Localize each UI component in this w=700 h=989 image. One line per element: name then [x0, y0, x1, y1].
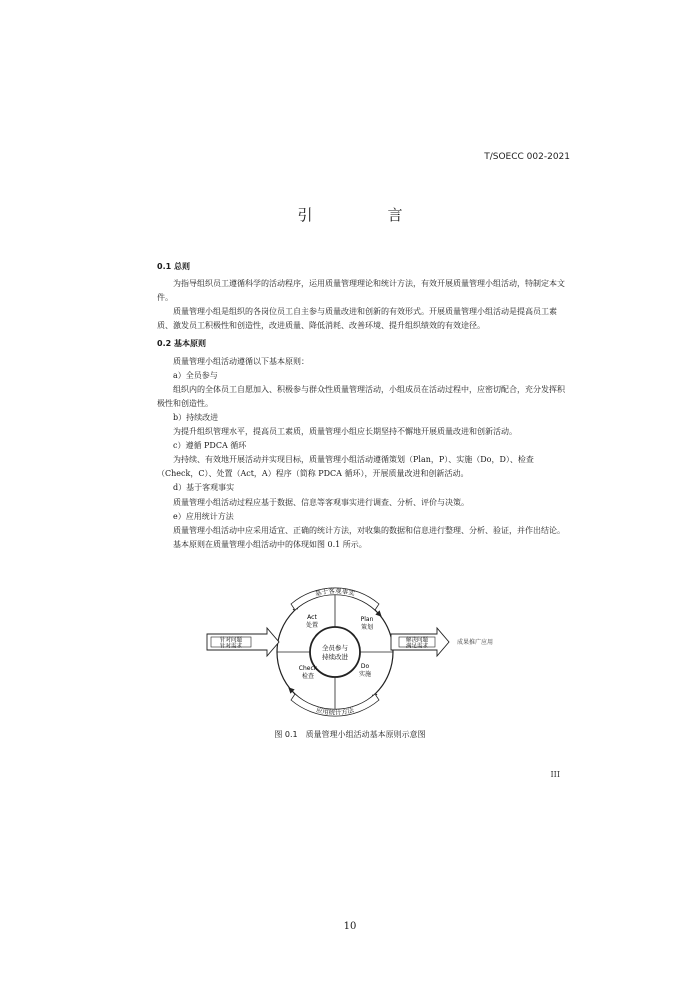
center-circle — [310, 627, 360, 677]
pdca-figure — [195, 578, 525, 726]
section-heading-principles: 0.2 基本原则 — [157, 339, 206, 349]
paragraph: 为指导组织员工遵循科学的活动程序，运用质量管理理论和统计方法，有效开展质量管理小组活动，特制定本文件。 — [157, 279, 565, 303]
top-arc-label: 基于客观事实 — [314, 586, 356, 598]
pdca-diagram — [195, 578, 525, 726]
paragraph: 基本原则在质量管理小组活动中的体现如图 0.1 所示。 — [173, 539, 367, 549]
section-heading-general: 0.1 总则 — [157, 262, 190, 271]
paragraph: 质量管理小组活动遵循以下基本原则： — [173, 356, 309, 366]
output-label-2: 满足需求 — [405, 643, 429, 650]
figure-caption: 图 0.1 质量管理小组活动基本原则示意图 — [274, 730, 426, 739]
list-item-title: e）应用统计方法 — [173, 511, 234, 521]
bottom-arc-label: 应用统计方法 — [315, 705, 355, 717]
do-label-en: Do — [360, 663, 370, 670]
center-label-2: 持续改进 — [322, 653, 348, 661]
list-item-title: c）遵循 PDCA 循环 — [173, 441, 247, 451]
page-number: 10 — [343, 921, 357, 932]
cycle-arrow-icon — [375, 610, 381, 616]
paragraph: 为持续、有效地开展活动并实现目标，质量管理小组活动遵循策划（Plan，P）、实施（Do，D）、检查（Check，C）、处置（Act，A）程序（简称 PDCA 循环），开展质量改进和创新活动。 — [157, 455, 534, 479]
list-item-title: b）持续改进 — [173, 412, 219, 422]
paragraph: 为提升组织管理水平，提高员工素质，质量管理小组应长期坚持不懈地开展质量改进和创新活动。 — [173, 427, 517, 437]
body-content — [157, 256, 569, 552]
center-label-1: 全员参与 — [322, 644, 348, 652]
paragraph: 质量管理小组活动中应采用适宜、正确的统计方法，对收集的数据和信息进行整理、分析、验证，并作出结论。 — [173, 525, 565, 535]
input-label-1: 针对问题 — [219, 637, 243, 644]
plan-label-cn: 策划 — [360, 624, 374, 631]
do-label-cn: 实施 — [358, 671, 372, 678]
act-label-en: Act — [307, 614, 317, 621]
act-label-cn: 处置 — [305, 622, 319, 629]
list-item-title: a）全员参与 — [173, 370, 218, 380]
cycle-arrow-icon — [289, 688, 295, 694]
paragraph: 质量管理小组是组织的各岗位员工自主参与质量改进和创新的有效形式。开展质量管理小组活动是提高员工素质、激发员工积极性和创造性，改进质量、降低消耗、改善环境、提升组织绩效的有效途径。 — [157, 307, 557, 331]
check-label-cn: 检查 — [301, 673, 315, 680]
check-label-en: Check — [298, 665, 318, 672]
list-item-title: d）基于客观事实 — [173, 483, 235, 493]
outcome-label: 成果推广应用 — [457, 639, 494, 646]
input-label-2: 针对需求 — [219, 643, 243, 650]
roman-page-number: III — [550, 770, 560, 779]
plan-label-en: Plan — [360, 616, 374, 623]
paragraph: 组织内的全体员工自愿加入、积极参与群众性质量管理活动，小组成员在活动过程中，应密切配合，充分发挥积极性和创造性。 — [157, 384, 565, 408]
standard-code: T/SOECC 002-2021 — [484, 152, 570, 162]
paragraph: 质量管理小组活动过程应基于数据、信息等客观事实进行调查、分析、评价与决策。 — [173, 497, 469, 507]
output-label-1: 解决问题 — [405, 637, 429, 644]
page-title: 引 言 — [297, 206, 433, 224]
